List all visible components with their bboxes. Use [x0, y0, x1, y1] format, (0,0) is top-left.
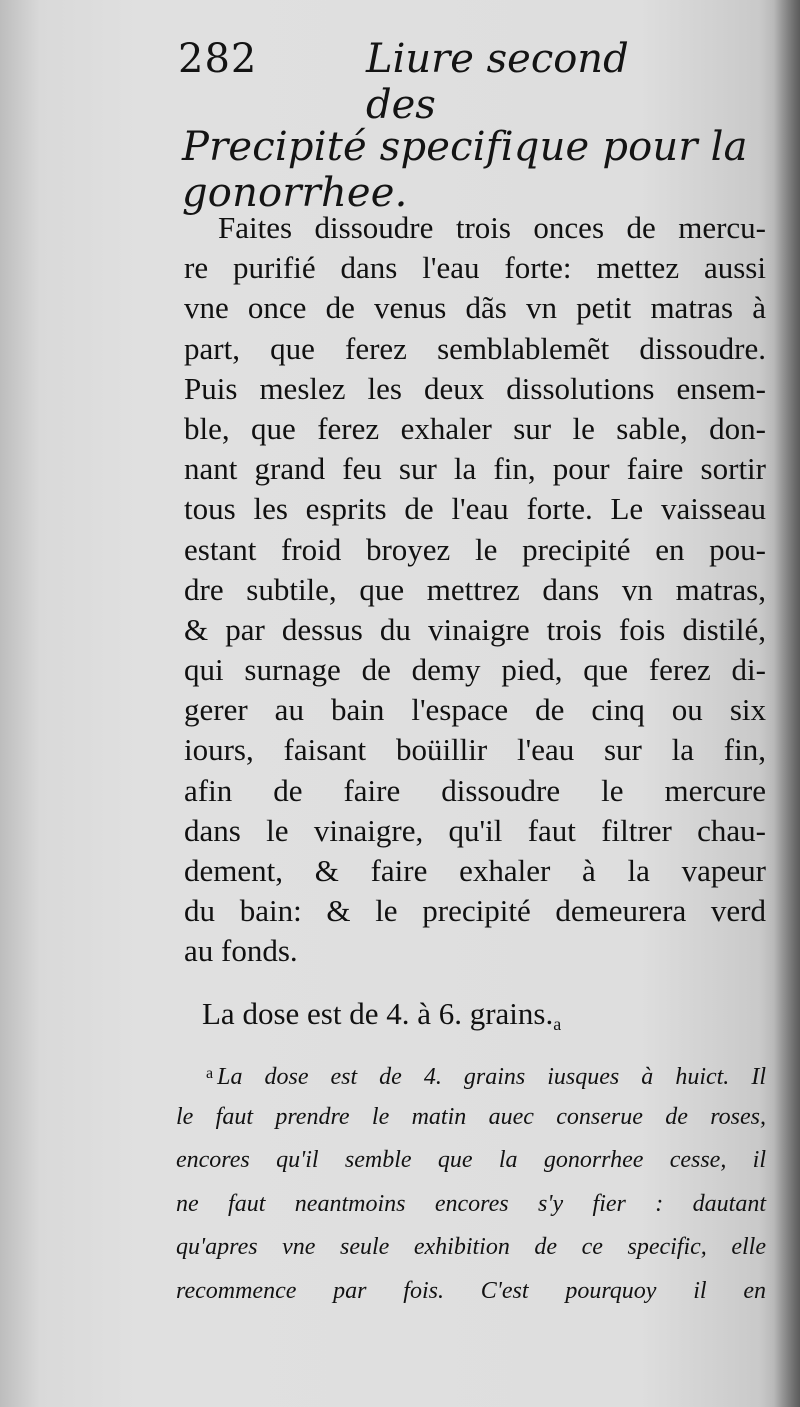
- paragraph-line: Puis meslez les deux dissolutions ensem-: [184, 370, 766, 406]
- paragraph-line: ble, que ferez exhaler sur le sable, don-: [184, 410, 766, 446]
- paragraph-line: dans le vinaigre, qu'il faut filtrer chau-: [184, 812, 766, 848]
- paragraph-line: vne once de venus dãs vn petit matras à: [184, 290, 766, 326]
- dose-text: La dose est de 4. à 6. grains.: [202, 996, 554, 1031]
- paragraph-line: part, que ferez semblablemẽt dissoudre.: [184, 330, 766, 366]
- paragraph-line: re purifié dans l'eau forte: mettez aussi: [184, 250, 766, 286]
- footnote-line: ne faut neantmoins encores s'y fier : dautant: [176, 1190, 766, 1217]
- paragraph-line: du bain: & le precipité demeurera verd: [184, 893, 766, 929]
- paragraph-line: Faites dissoudre trois onces de mercu-: [218, 210, 766, 245]
- running-title: Liure second des: [366, 36, 629, 128]
- paragraph-line: dement, & faire exhaler à la vapeur: [184, 853, 766, 888]
- dose-line: [202, 996, 561, 1035]
- footnote-line: recommence par fois. C'est pourquoy il en: [176, 1277, 766, 1304]
- paragraph-line: & par dessus du vinaigre trois fois distilé,: [184, 611, 766, 647]
- paragraph-line: iours, faisant boüillir l'eau sur la fin,: [184, 732, 766, 768]
- paragraph-line: estant froid broyez le precipité en pou-: [184, 531, 766, 567]
- footnote-line: le faut prendre le matin auec conserue de roses,: [176, 1103, 766, 1130]
- footnote-line: qu'apres vne seule exhibition de ce specific, elle: [176, 1234, 766, 1261]
- paragraph-line: qui surnage de demy pied, que ferez di-: [184, 652, 766, 688]
- recipe-paragraph: [184, 208, 766, 972]
- paragraph-line: dre subtile, que mettrez dans vn matras,: [184, 571, 766, 607]
- page-number: 282: [178, 36, 258, 82]
- paragraph-line: afin de faire dissoudre le mercure: [184, 772, 766, 808]
- paragraph-line: au fonds.: [184, 933, 298, 969]
- footnote-line: [176, 1052, 766, 1096]
- footnote-line: encores qu'il semble que la gonorrhee cesse, il: [176, 1147, 766, 1174]
- running-head: [178, 36, 648, 128]
- paragraph-line: gerer au bain l'espace de cinq ou six: [184, 692, 766, 728]
- footnote-marker: a: [206, 1065, 214, 1082]
- footnote-line-text: La dose est de 4. grains iusques à huict. Il: [217, 1064, 766, 1090]
- paragraph-line: nant grand feu sur la fin, pour faire sortir: [184, 451, 766, 487]
- paragraph-line: tous les esprits de l'eau forte. Le vaisseau: [184, 491, 766, 527]
- note-reference-marker: a: [553, 1014, 562, 1034]
- section-heading: Precipité specifique pour la gonorrhee.: [182, 124, 748, 216]
- footnote: [176, 1052, 766, 1314]
